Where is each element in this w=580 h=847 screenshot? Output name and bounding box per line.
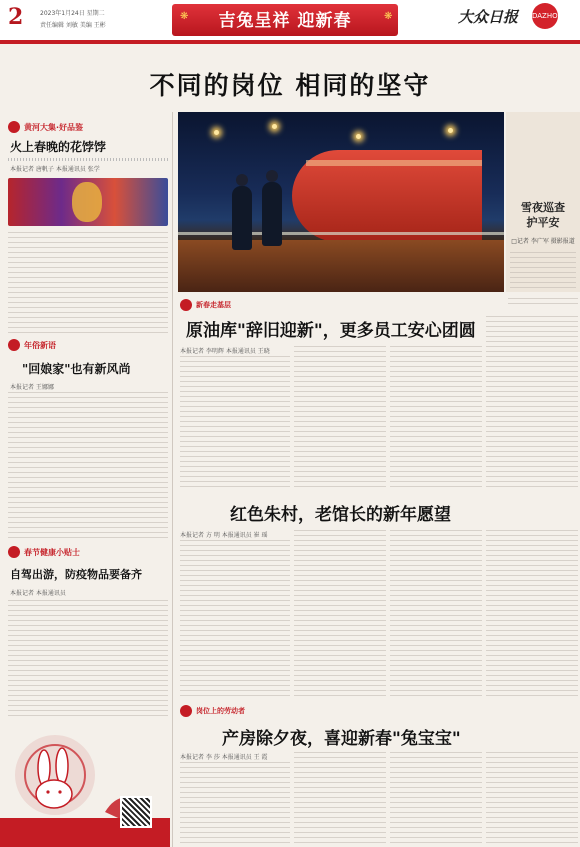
article-body xyxy=(486,530,578,700)
article-body xyxy=(8,392,168,538)
page-number: 2 xyxy=(8,4,24,30)
caption-line-1: 雪夜巡查 xyxy=(521,201,565,214)
article-byline: 本报记者 李明辉 本报通讯员 王晓 xyxy=(180,348,270,355)
section-label: 新春走基层 xyxy=(196,301,231,309)
article-body xyxy=(390,346,482,490)
qr-code-icon[interactable] xyxy=(120,796,152,828)
section-header xyxy=(180,298,330,312)
section-header xyxy=(8,120,168,134)
section-header xyxy=(180,704,330,718)
banner-title-sub: 迎新春 xyxy=(297,11,352,31)
caption-body xyxy=(510,252,576,292)
lamp-light xyxy=(272,124,277,129)
article-body xyxy=(486,752,578,844)
pipe-rail xyxy=(178,232,504,235)
article-body xyxy=(8,232,168,334)
editor-line: 责任编辑 刘敏 美编 王彬 xyxy=(40,22,106,29)
column-divider xyxy=(172,112,173,847)
section-label: 年俗新语 xyxy=(24,340,56,350)
article-headline: 原油库"辞旧迎新"，更多员工安心团圆 xyxy=(186,321,476,341)
article-body xyxy=(294,530,386,700)
article-title: 火上春晚的花饽饽 xyxy=(10,140,107,154)
section-header xyxy=(8,338,168,352)
article-body xyxy=(390,530,482,700)
patrol-officer xyxy=(262,182,282,246)
lantern-icon xyxy=(180,299,192,311)
lantern-icon xyxy=(8,546,20,558)
article-headline: 红色朱村，老馆长的新年愿望 xyxy=(230,505,451,525)
article-byline: 本报记者 本报通讯员 xyxy=(10,590,66,597)
banner-title-main: 吉兔呈祥 xyxy=(218,11,291,31)
patrol-officer xyxy=(232,186,252,250)
article-body xyxy=(180,762,290,844)
article-body xyxy=(294,752,386,844)
lamp-light xyxy=(214,130,219,135)
article-body xyxy=(180,540,290,700)
page-headline: 不同的岗位 相同的坚守 xyxy=(149,71,431,100)
lantern-icon xyxy=(180,705,192,717)
caption-line-2: 护平安 xyxy=(526,216,560,229)
oil-tank-rim xyxy=(306,160,482,166)
article-body xyxy=(390,752,482,844)
article-title: "回娘家"也有新风尚 xyxy=(22,362,131,376)
section-label: 春节健康小贴士 xyxy=(24,547,80,557)
article-body xyxy=(8,600,168,718)
article-byline: 本报记者 李 莎 本报通讯员 王 霞 xyxy=(180,754,268,761)
section-label: 岗位上的劳动者 xyxy=(196,707,245,715)
section-label: 黄河大集·好品鉴 xyxy=(24,122,84,132)
photo-caption-title xyxy=(506,200,580,230)
divider xyxy=(8,158,168,161)
date-line: 2023年1月24日 星期二 xyxy=(40,10,105,17)
firecracker-icon: ❋ xyxy=(180,11,189,22)
article-body xyxy=(508,298,578,306)
banner-title xyxy=(172,6,398,31)
article-byline: 本报记者 方 明 本报通讯员 崔 瑶 xyxy=(180,532,268,539)
article-body xyxy=(180,356,290,490)
article-byline: 本报记者 王娜娜 xyxy=(10,384,54,391)
walkway xyxy=(178,240,504,292)
article-title: 自驾出游，防疫物品要备齐 xyxy=(10,568,142,581)
photo-credit: □记者 李广军 摄影报道 xyxy=(511,238,575,245)
article-body xyxy=(486,316,578,490)
huabobo-photo xyxy=(8,178,168,226)
lamp-light xyxy=(448,128,453,133)
lamp-light xyxy=(356,134,361,139)
article-headline: 产房除夕夜，喜迎新春"兔宝宝" xyxy=(222,729,461,749)
paper-logo: 大众日报 xyxy=(458,8,519,26)
section-header xyxy=(8,545,168,559)
dazhong-logo-icon: DAZHONG xyxy=(532,3,558,29)
lantern-icon xyxy=(8,339,20,351)
firecracker-icon: ❋ xyxy=(384,11,393,22)
lantern-icon xyxy=(8,121,20,133)
header-rule xyxy=(0,40,580,44)
article-body xyxy=(294,346,386,490)
article-byline: 本报记者 唐帆子 本报通讯员 张学 xyxy=(10,166,100,173)
